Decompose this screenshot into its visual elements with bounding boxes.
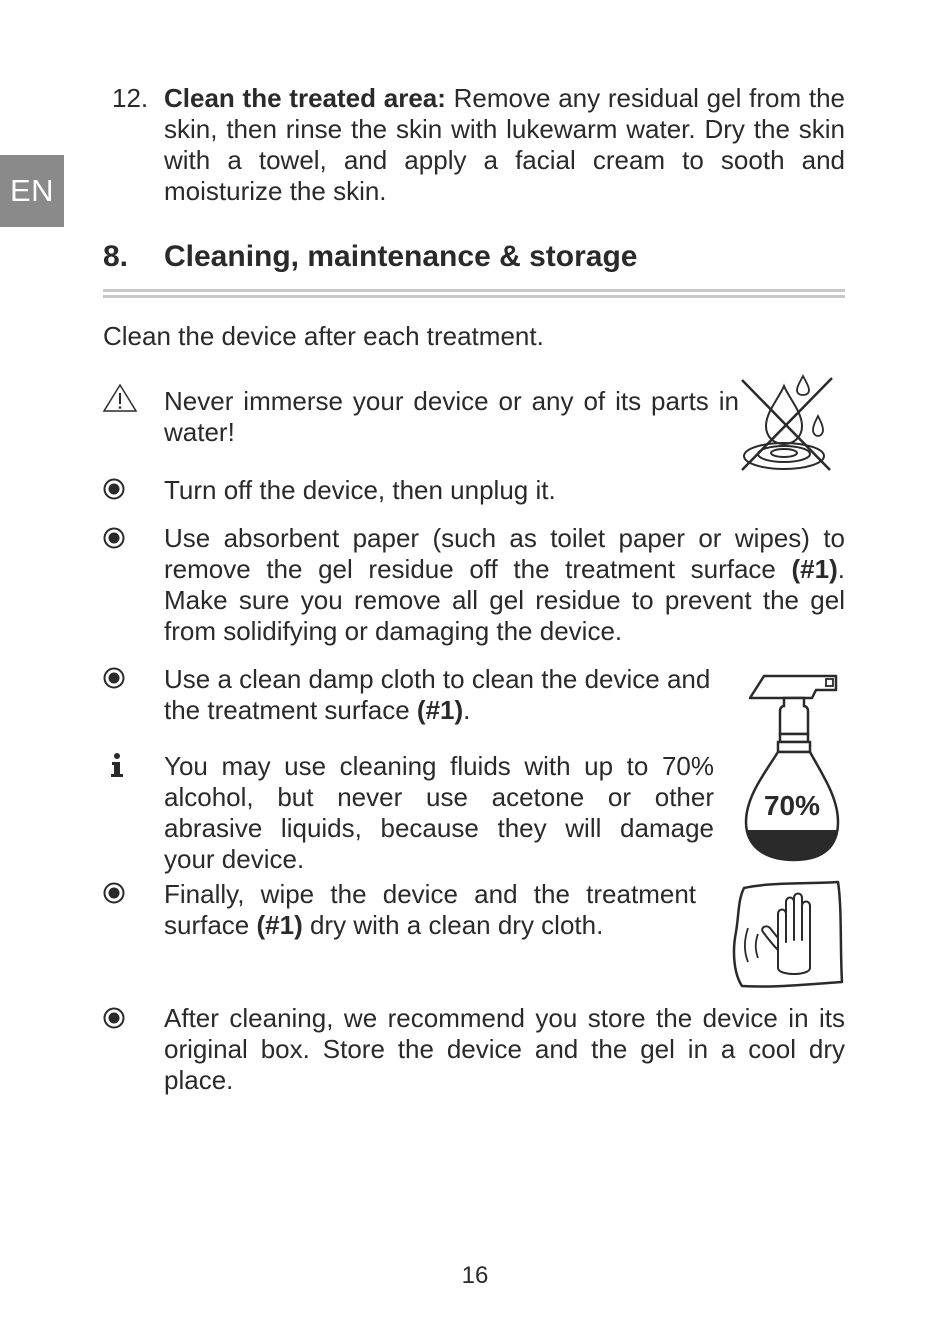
radio-bullet-icon (103, 478, 125, 500)
page-number: 16 (461, 1262, 489, 1289)
step-text: Remove any residual gel from the skin, then rinse the skin with lukewarm water. Dry the skin with a towel, and apply a facial cream to sooth and moisturize the skin. (164, 83, 846, 206)
radio-bullet-icon (103, 1007, 125, 1029)
step-number: 12. (112, 83, 149, 113)
step-12-paragraph (164, 83, 845, 207)
radio-bullet-icon (103, 527, 125, 549)
cloth-hand-icon (730, 878, 846, 992)
bullet-text-5: After cleaning, we recommend you store the device in its original box. Store the device and the gel in a cool dry place. (164, 1003, 845, 1095)
bullet-text-2: Use absorbent paper (such as toilet paper or wipes) to remove the gel residue off the treatment surface (#1). Make sure you remove all gel residue to prevent the gel from solidifying or damaging the device. (164, 523, 845, 646)
info-text: You may use cleaning fluids with up to 70% alcohol, but never use acetone or other abrasive liquids, because they will damage your device. (164, 751, 714, 874)
step-title: Clean the treated area: (164, 83, 446, 113)
bullet-text-1: Turn off the device, then unplug it. (164, 475, 556, 505)
bullet-text-3: Use a clean damp cloth to clean the device and the treatment surface (#1). (164, 664, 711, 725)
heading-rule-bottom (103, 295, 845, 298)
language-tab: EN (0, 155, 64, 227)
radio-bullet-icon (103, 882, 125, 904)
warning-triangle-icon (102, 383, 138, 413)
bullet-text-4: Finally, wipe the device and the treatment surface (#1) dry with a clean dry cloth. (164, 879, 696, 940)
info-icon (108, 752, 126, 778)
radio-bullet-icon (103, 667, 125, 689)
section-number: 8. (103, 240, 129, 273)
section-title: Cleaning, maintenance & storage (164, 240, 638, 273)
spray-bottle-icon (740, 672, 844, 864)
intro-text: Clean the device after each treatment. (103, 321, 544, 351)
warning-text: Never immerse your device or any of its parts in water! (164, 386, 739, 447)
heading-rule-top (103, 289, 845, 292)
no-water-icon (736, 374, 836, 474)
spray-label: 70% (763, 790, 821, 821)
